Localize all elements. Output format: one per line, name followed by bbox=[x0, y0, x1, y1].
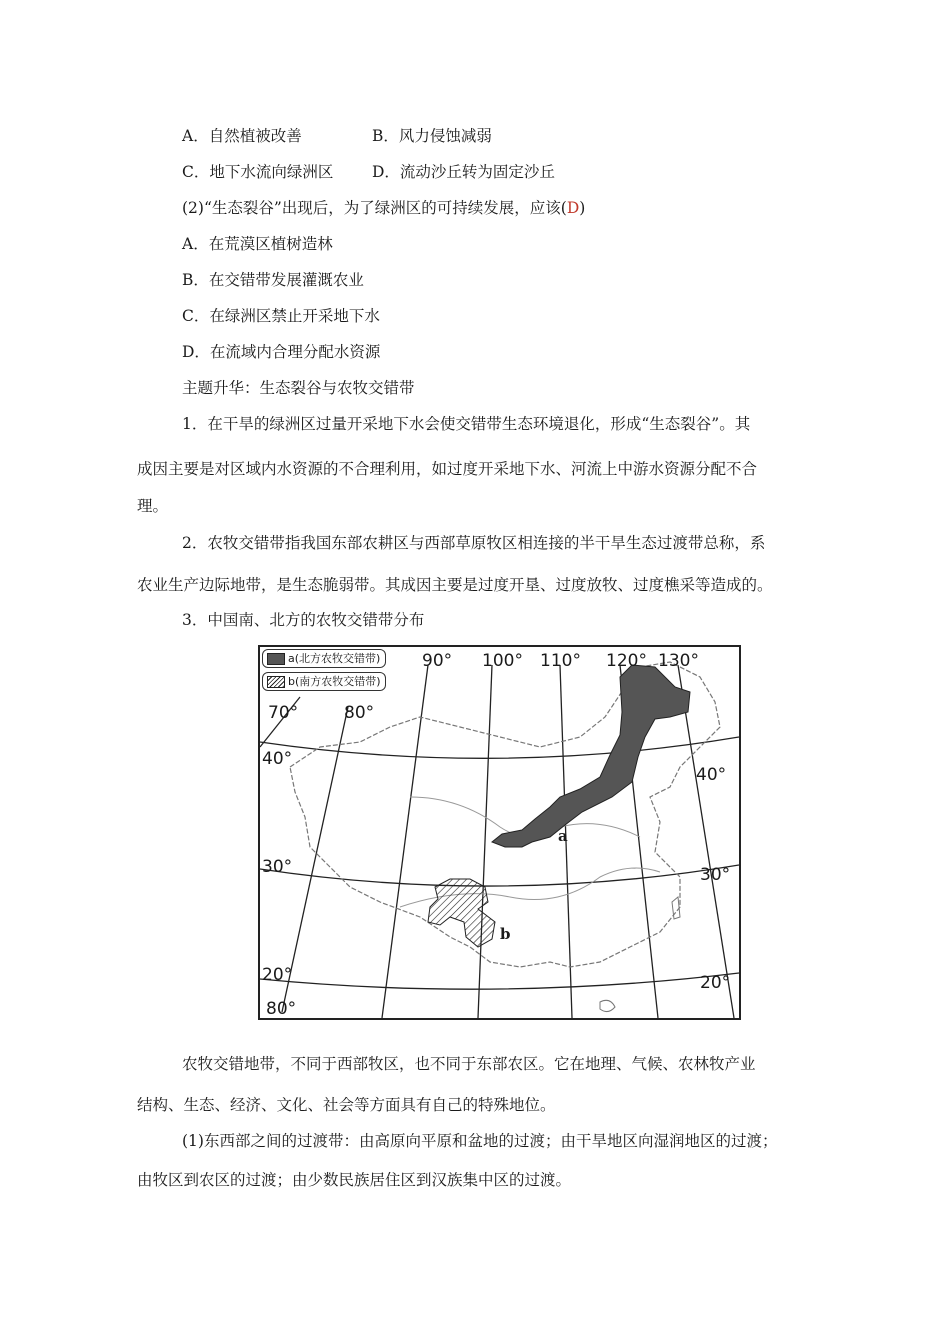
meridian-90 bbox=[382, 665, 428, 1018]
legend-item-a bbox=[262, 649, 386, 668]
q2-option-d: D．在流域内合理分配水资源 bbox=[182, 343, 381, 361]
lon-label-90: 90° bbox=[422, 651, 453, 671]
map-label-b: b bbox=[500, 925, 511, 943]
lon-label-100: 100° bbox=[482, 651, 523, 671]
paragraph-3: 3．中国南、北方的农牧交错带分布 bbox=[182, 611, 425, 629]
legend-swatch-a bbox=[267, 653, 285, 665]
lat-label-40-left: 40° bbox=[262, 749, 293, 769]
paragraph-1-line-1: 1．在干旱的绿洲区过量开采地下水会使交错带生态环境退化，形成“生态裂谷”。其 bbox=[182, 415, 751, 433]
taiwan-island bbox=[672, 897, 680, 919]
topic-heading: 主题升华：生态裂谷与农牧交错带 bbox=[182, 379, 415, 397]
meridian-130 bbox=[678, 665, 734, 1018]
lon-label-110: 110° bbox=[540, 651, 581, 671]
parallel-40 bbox=[260, 737, 739, 758]
lat-label-20-left: 20° bbox=[262, 965, 293, 985]
lon-label-120: 120° bbox=[606, 651, 647, 671]
lat-label-30-right: 30° bbox=[700, 865, 731, 885]
lat-label-30-left: 30° bbox=[262, 857, 293, 877]
southern-ecotone-b bbox=[428, 879, 495, 947]
q1-option-a: A．自然植被改善 bbox=[182, 127, 302, 145]
lon-label-80-bottom: 80° bbox=[266, 999, 297, 1019]
legend-label-b: b(南方农牧交错带) bbox=[288, 675, 381, 688]
paragraph-4-line-2: 结构、生态、经济、文化、社会等方面具有自己的特殊地位。 bbox=[137, 1096, 556, 1114]
lat-label-20-right: 20° bbox=[700, 973, 731, 993]
northern-ecotone-a bbox=[492, 665, 690, 847]
paragraph-1-line-3: 理。 bbox=[137, 497, 169, 515]
q1-option-d: D．流动沙丘转为固定沙丘 bbox=[372, 163, 555, 181]
paragraph-1-line-2: 成因主要是对区域内水资源的不合理利用，如过度开采地下水、河流上中游水资源分配不合 bbox=[137, 460, 758, 478]
map-legend bbox=[262, 649, 386, 695]
q2-option-a: A．在荒漠区植树造林 bbox=[182, 235, 333, 253]
legend-label-a: a(北方农牧交错带) bbox=[288, 652, 381, 665]
paragraph-2-line-1: 2．农牧交错带指我国东部农耕区与西部草原牧区相连接的半干旱生态过渡带总称，系 bbox=[182, 534, 766, 552]
q2-stem-text: (2)“生态裂谷”出现后，为了绿洲区的可持续发展，应该( bbox=[182, 199, 567, 217]
lon-label-130: 130° bbox=[658, 651, 699, 671]
q2-stem bbox=[182, 198, 585, 218]
q1-option-b: B．风力侵蚀减弱 bbox=[372, 127, 492, 145]
map-graphic bbox=[260, 647, 739, 1018]
parallel-20 bbox=[260, 973, 739, 989]
paragraph-5-line-2: 由牧区到农区的过渡；由少数民族居住区到汉族集中区的过渡。 bbox=[137, 1171, 572, 1189]
china-map bbox=[258, 645, 741, 1020]
q1-option-c: C．地下水流向绿洲区 bbox=[182, 163, 334, 181]
q2-option-c: C．在绿洲区禁止开采地下水 bbox=[182, 307, 380, 325]
q2-option-b: B．在交错带发展灌溉农业 bbox=[182, 271, 364, 289]
paragraph-4-line-1: 农牧交错地带，不同于西部牧区，也不同于东部农区。它在地理、气候、农林牧产业 bbox=[182, 1055, 756, 1073]
lat-label-40-right: 40° bbox=[696, 765, 727, 785]
legend-swatch-b bbox=[267, 676, 285, 688]
hainan-island bbox=[600, 1000, 615, 1011]
paragraph-2-line-2: 农业生产边际地带，是生态脆弱带。其成因主要是过度开垦、过度放牧、过度樵采等造成的。 bbox=[137, 576, 773, 594]
legend-item-b bbox=[262, 672, 386, 691]
lon-label-80: 80° bbox=[344, 703, 375, 723]
lon-label-70: 70° bbox=[268, 703, 299, 723]
q2-answer: D bbox=[566, 199, 580, 217]
paragraph-5-line-1: (1)东西部之间的过渡带：由高原向平原和盆地的过渡；由干旱地区向湿润地区的过渡； bbox=[182, 1132, 778, 1150]
map-label-a: a bbox=[558, 827, 568, 845]
meridian-100 bbox=[478, 665, 492, 1018]
q2-stem-end: ) bbox=[579, 199, 586, 217]
